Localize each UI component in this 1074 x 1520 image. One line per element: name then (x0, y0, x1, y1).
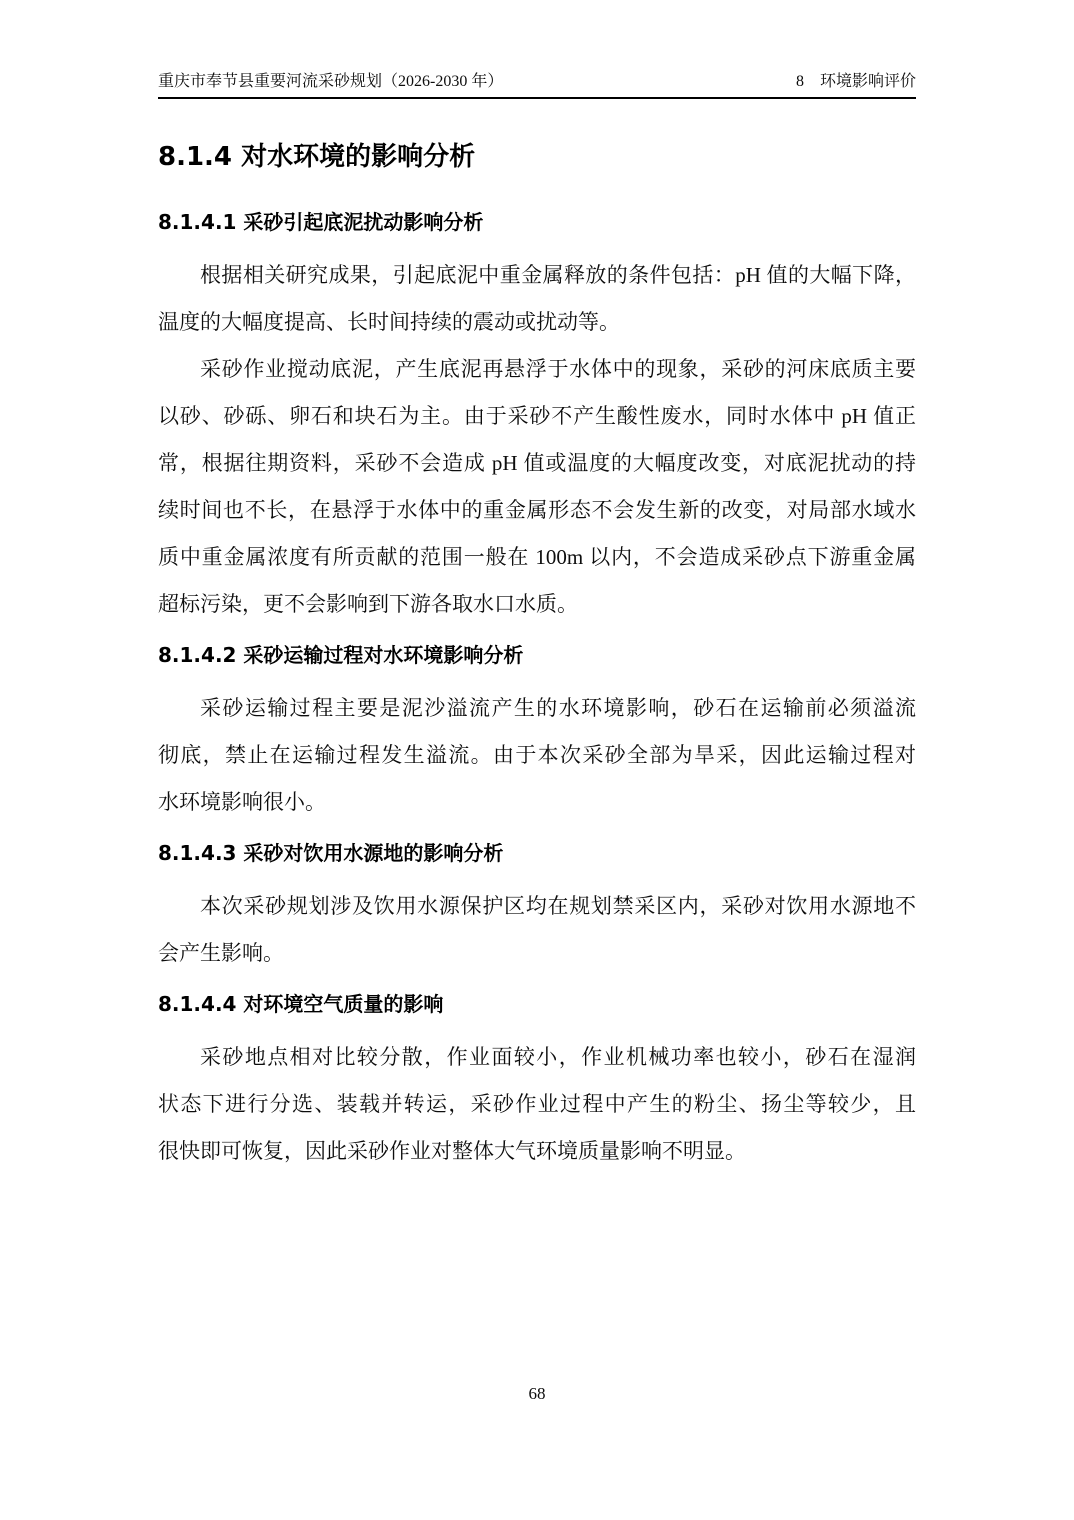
paragraph (158, 252, 916, 346)
section-8141 (158, 209, 916, 628)
header-chapter-number: 8 (795, 73, 804, 90)
header-divider (158, 97, 916, 99)
section-8143 (158, 840, 916, 977)
paragraph-line: 以砂、砂砾、卵石和块石为主。由于采砂不产生酸性废水，同时水体中 pH 值正 (158, 404, 916, 428)
paragraph-line: 状态下进行分选、装载并转运，采砂作业过程中产生的粉尘、扬尘等较少，且 (158, 1092, 916, 1116)
paragraph (158, 1034, 916, 1175)
section-heading: 8.1.4.4 对环境空气质量的影响 (158, 992, 444, 1016)
section-heading: 8.1.4.1 采砂引起底泥扰动影响分析 (158, 210, 484, 234)
section-8142 (158, 642, 916, 826)
section-8144 (158, 991, 916, 1175)
document-content (0, 141, 1074, 1175)
paragraph-line: 采砂地点相对比较分散，作业面较小，作业机械功率也较小，砂石在湿润 (200, 1045, 916, 1069)
paragraph-line: 温度的大幅度提高、长时间持续的震动或扰动等。 (158, 310, 620, 334)
section-heading: 8.1.4.2 采砂运输过程对水环境影响分析 (158, 643, 524, 667)
paragraph-line: 质中重金属浓度有所贡献的范围一般在 100m 以内，不会造成采砂点下游重金属 (158, 545, 916, 569)
paragraph-line: 超标污染，更不会影响到下游各取水口水质。 (158, 592, 578, 616)
paragraph-line: 彻底，禁止在运输过程发生溢流。由于本次采砂全部为旱采，因此运输过程对 (158, 743, 916, 767)
paragraph (158, 346, 916, 628)
page-number: 68 (528, 1384, 546, 1403)
paragraph (158, 685, 916, 826)
paragraph-line: 本次采砂规划涉及饮用水源保护区均在规划禁采区内，采砂对饮用水源地不 (200, 894, 916, 918)
paragraph-line: 常，根据往期资料，采砂不会造成 pH 值或温度的大幅度改变，对底泥扰动的持 (158, 451, 916, 475)
header-chapter-title: 环境影响评价 (819, 73, 916, 90)
paragraph-line: 水环境影响很小。 (158, 790, 326, 814)
paragraph-line: 采砂作业搅动底泥，产生底泥再悬浮于水体中的现象，采砂的河床底质主要 (200, 357, 916, 381)
page-header (158, 72, 916, 99)
header-chapter (796, 72, 916, 92)
paragraph-line: 采砂运输过程主要是泥沙溢流产生的水环境影响，砂石在运输前必须溢流 (200, 696, 916, 720)
paragraph-line: 根据相关研究成果，引起底泥中重金属释放的条件包括：pH 值的大幅下降， (200, 263, 916, 287)
paragraph-line: 续时间也不长，在悬浮于水体中的重金属形态不会发生新的改变，对局部水域水 (158, 498, 916, 522)
paragraph (158, 883, 916, 977)
paragraph-line: 很快即可恢复，因此采砂作业对整体大气环境质量影响不明显。 (158, 1139, 746, 1163)
section-heading: 8.1.4.3 采砂对饮用水源地的影响分析 (158, 841, 504, 865)
page-footer (158, 1383, 916, 1405)
page-title: 8.1.4 对水环境的影响分析 (158, 142, 476, 172)
header-document-title: 重庆市奉节县重要河流采砂规划（2026-2030 年） (158, 73, 504, 90)
paragraph-line: 会产生影响。 (158, 941, 284, 965)
